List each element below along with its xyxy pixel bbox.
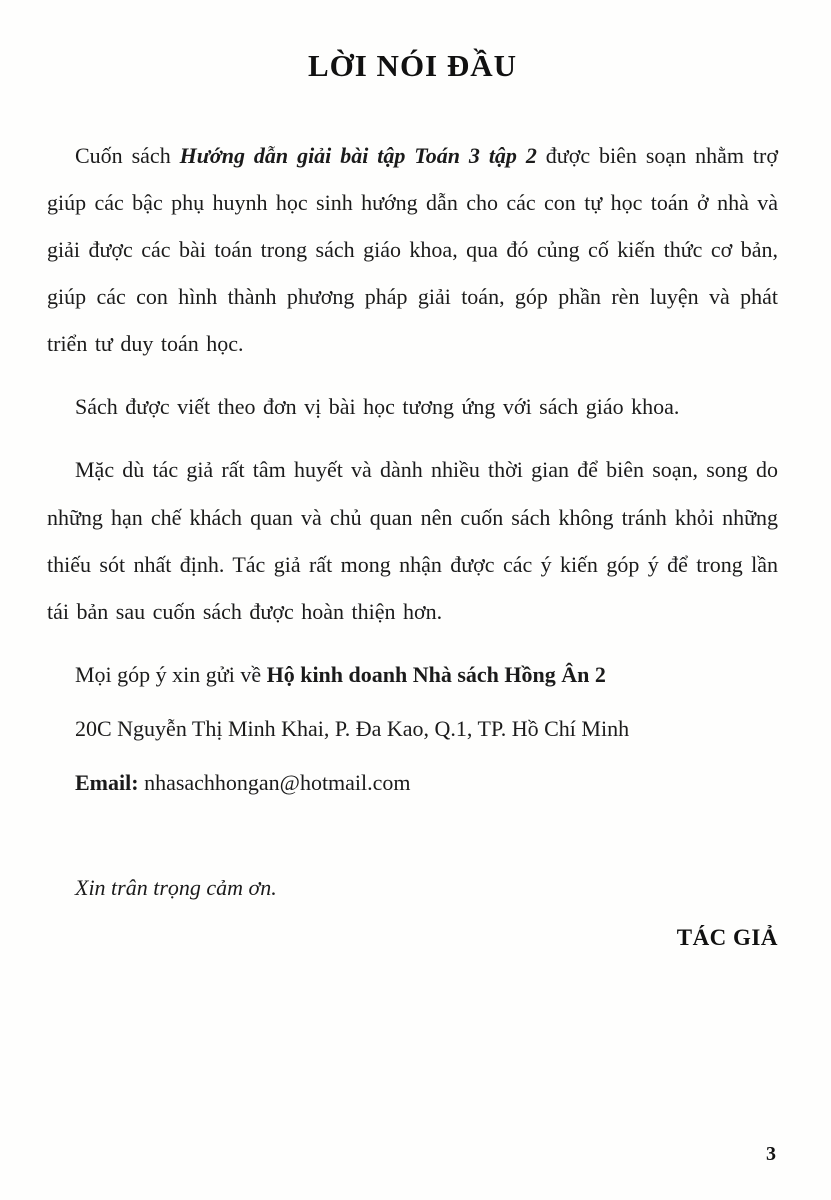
preface-paragraph-3: Mặc dù tác giả rất tâm huyết và dành nhiều thời gian để biên soạn, song do những hạn chế khách quan và chủ quan nên cuốn sách không tránh khỏi những thiếu sót nhất định. Tác giả rất mong nhận được các ý kiến góp ý để trong lần tái bản sau cuốn sách được hoàn thiện hơn. [47, 457, 778, 624]
closing-thanks: Xin trân trọng cảm ơn. [75, 875, 277, 901]
contact-line-recipient: Mọi góp ý xin gửi về Hộ kinh doanh Nhà sách Hồng Ân 2 [75, 661, 606, 687]
contact-line-email: Email: nhasachhongan@hotmail.com [75, 769, 411, 795]
preface-paragraph-1: Cuốn sách Hướng dẫn giải bài tập Toán 3 tập 2 được biên soạn nhằm trợ giúp các bậc phụ huynh học sinh hướng dẫn cho các con tự học toán ở nhà và giải được các bài toán trong sách giáo khoa, qua đó củng cố kiến thức cơ bản, giúp các con hình thành phương pháp giải toán, góp phần rèn luyện và phát triển tư duy toán học. [47, 143, 779, 357]
author-signature: TÁC GIẢ [676, 925, 778, 951]
page-title: LỜI NÓI ĐẦU [307, 48, 518, 83]
contact-line-address: 20C Nguyễn Thị Minh Khai, P. Đa Kao, Q.1, TP. Hồ Chí Minh [75, 715, 630, 741]
page-number: 3 [766, 1143, 776, 1165]
preface-paragraph-2: Sách được viết theo đơn vị bài học tương ứng với sách giáo khoa. [75, 394, 680, 420]
